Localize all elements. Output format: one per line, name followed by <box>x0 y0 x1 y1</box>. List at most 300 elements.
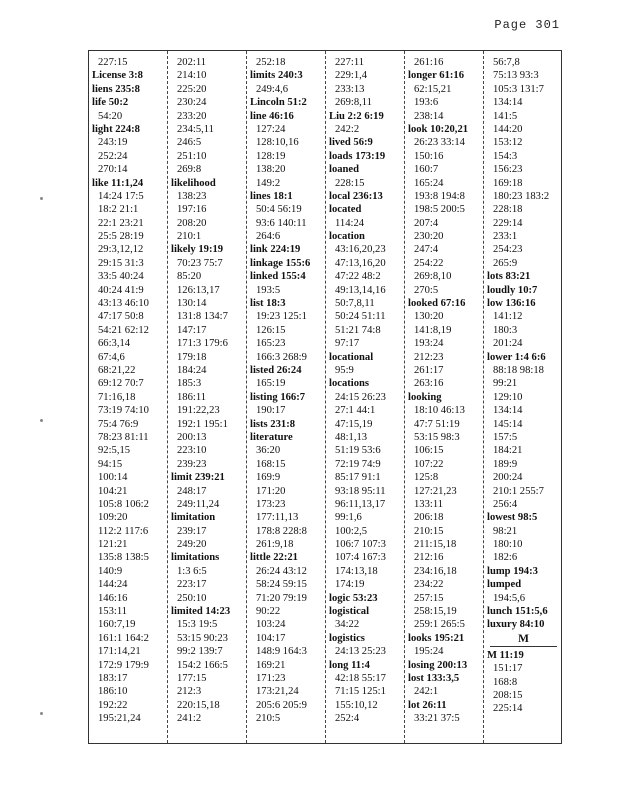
index-page-reference: 256:4 <box>493 498 518 510</box>
index-page-reference: 252:24 <box>98 150 128 162</box>
index-page-reference: 228:15 <box>335 177 365 189</box>
index-section-heading: M <box>490 632 557 647</box>
column-entries <box>405 51 483 726</box>
index-page-reference: 234:22 <box>414 579 444 591</box>
index-page-reference: 228:18 <box>493 204 523 216</box>
index-term-entry: License 3:8 <box>92 70 143 82</box>
index-page-reference: 75:4 76:9 <box>98 418 139 430</box>
index-page-reference: 99:1,6 <box>335 512 362 524</box>
index-page-reference: 239:23 <box>177 458 207 470</box>
index-page-reference: 104:21 <box>98 485 128 497</box>
index-page-reference: 193:6 <box>414 97 439 109</box>
index-term-entry: lines 18:1 <box>250 190 293 202</box>
index-term-entry: logic 53:23 <box>329 592 378 604</box>
index-page-reference: 193:24 <box>414 338 444 350</box>
index-term-entry: longer 61:16 <box>408 70 465 82</box>
index-page-reference: 34:22 <box>335 619 360 631</box>
index-page-reference: 243:19 <box>98 137 128 149</box>
column-entries <box>89 51 167 726</box>
index-page-reference: 182:6 <box>493 552 518 564</box>
index-page-reference: 180:23 183:2 <box>493 190 550 202</box>
index-page-reference: 195:24 <box>414 646 444 658</box>
index-page-reference: 155:10,12 <box>335 699 378 711</box>
index-page-reference: 177:11,13 <box>256 512 299 524</box>
column-entries <box>168 51 246 726</box>
index-page-reference: 210:15 <box>414 525 444 537</box>
index-page-reference: 261:17 <box>414 364 444 376</box>
index-page-reference: 169:9 <box>256 472 281 484</box>
index-page-reference: 186:11 <box>177 391 207 403</box>
index-page-reference: 50:24 51:11 <box>335 311 386 323</box>
index-term-entry: lots 83:21 <box>487 271 531 283</box>
index-page-reference: 208:15 <box>493 689 523 701</box>
index-term-entry: likely 19:19 <box>171 244 224 256</box>
index-page-reference: 145:14 <box>493 418 523 430</box>
index-page-reference: 100:14 <box>98 472 128 484</box>
index-page-reference: 25:5 28:19 <box>98 231 144 243</box>
index-page-reference: 165:19 <box>256 378 286 390</box>
index-page-reference: 193:8 194:8 <box>414 190 465 202</box>
index-page-reference: 125:8 <box>414 472 439 484</box>
index-term-entry: located <box>329 204 362 216</box>
index-page-reference: 144:24 <box>98 579 128 591</box>
index-page-reference: 177:15 <box>177 672 207 684</box>
index-page-reference: 85:20 <box>177 271 202 283</box>
index-term-entry: looked 67:16 <box>408 298 466 310</box>
index-page-reference: 26:23 33:14 <box>414 137 465 149</box>
index-page-reference: 130:14 <box>177 298 207 310</box>
index-page-reference: 114:24 <box>335 217 365 229</box>
index-page-reference: 49:13,14,16 <box>335 284 386 296</box>
index-page-reference: 211:15,18 <box>414 539 457 551</box>
index-column-6 <box>484 51 563 743</box>
index-page-reference: 179:18 <box>177 351 207 363</box>
index-page-reference: 242:2 <box>335 123 360 135</box>
index-page-reference: 15:3 19:5 <box>177 619 218 631</box>
index-page-reference: 147:17 <box>177 324 207 336</box>
index-page-reference: 153:12 <box>493 137 523 149</box>
index-page-reference: 225:14 <box>493 703 523 715</box>
index-page-reference: 88:18 98:18 <box>493 364 544 376</box>
index-page-reference: 189:9 <box>493 458 518 470</box>
index-page-reference: 161:1 164:2 <box>98 632 149 644</box>
index-page-reference: 261:16 <box>414 57 444 68</box>
index-page-reference: 128:19 <box>256 150 286 162</box>
column-entries <box>247 51 325 726</box>
index-term-entry: limitation <box>171 512 216 524</box>
index-page-reference: 36:20 <box>256 445 281 457</box>
index-page-reference: 165:23 <box>256 338 286 350</box>
index-page-reference: 71:20 79:19 <box>256 592 307 604</box>
index-page-reference: 99:21 <box>493 378 518 390</box>
index-page-reference: 192:1 195:1 <box>177 418 228 430</box>
index-page-reference: 223:10 <box>177 445 207 457</box>
index-page-reference: 194:5,6 <box>493 592 526 604</box>
index-page-reference: 50:4 56:19 <box>256 204 302 216</box>
index-page-reference: 251:10 <box>177 150 207 162</box>
index-page-reference: 254:22 <box>414 257 444 269</box>
index-page-reference: 178:8 228:8 <box>256 525 307 537</box>
index-term-entry: locations <box>329 378 370 390</box>
index-page-reference: 208:20 <box>177 217 207 229</box>
index-page-reference: 90:22 <box>256 606 281 618</box>
index-term-entry: limited 14:23 <box>171 606 231 618</box>
index-term-entry: locational <box>329 351 374 363</box>
index-page-reference: 212:3 <box>177 686 202 698</box>
index-page-reference: 47:17 50:8 <box>98 311 144 323</box>
index-page-reference: 173:21,24 <box>256 686 299 698</box>
index-term-entry: list 18:3 <box>250 298 286 310</box>
index-page-reference: 248:17 <box>177 485 207 497</box>
index-page-reference: 166:3 268:9 <box>256 351 307 363</box>
index-page-reference: 160:7,19 <box>98 619 136 631</box>
index-page-reference: 261:9,18 <box>256 539 294 551</box>
index-column-2 <box>168 51 247 743</box>
index-page-reference: 247:4 <box>414 244 439 256</box>
index-term-entry: limits 240:3 <box>250 70 303 82</box>
index-page-reference: 205:6 205:9 <box>256 699 307 711</box>
index-term-entry: local 236:13 <box>329 190 383 202</box>
index-page-reference: 192:22 <box>98 699 128 711</box>
index-page-reference: 99:2 139:7 <box>177 646 223 658</box>
index-page-reference: 241:2 <box>177 713 202 725</box>
index-page-reference: 239:17 <box>177 525 207 537</box>
index-term-entry: loaned <box>329 164 360 176</box>
index-page-reference: 138:23 <box>177 190 207 202</box>
index-page-reference: 210:5 <box>256 713 281 725</box>
index-page-reference: 47:13,16,20 <box>335 257 386 269</box>
index-term-entry: link 224:19 <box>250 244 301 256</box>
index-term-entry: listed 26:24 <box>250 364 302 376</box>
index-term-entry: Lincoln 51:2 <box>250 97 307 109</box>
index-page-reference: 154:2 166:5 <box>177 659 228 671</box>
index-page-reference: 234:5,11 <box>177 123 214 135</box>
index-term-entry: look 10:20,21 <box>408 123 469 135</box>
index-page-reference: 242:1 <box>414 686 439 698</box>
index-page-reference: 150:16 <box>414 150 444 162</box>
index-page-reference: 95:9 <box>335 364 354 376</box>
index-page-reference: 43:13 46:10 <box>98 298 149 310</box>
index-page-reference: 146:16 <box>98 592 128 604</box>
index-page-reference: 200:24 <box>493 472 523 484</box>
index-page-reference: 107:4 167:3 <box>335 552 386 564</box>
index-page-reference: 78:23 81:11 <box>98 431 149 443</box>
index-page-reference: 153:11 <box>98 606 128 618</box>
index-term-entry: lowest 98:5 <box>487 512 538 524</box>
index-page-reference: 103:24 <box>256 619 286 631</box>
index-page-reference: 195:21,24 <box>98 713 141 725</box>
index-term-entry: lists 231:8 <box>250 418 296 430</box>
index-term-entry: logistics <box>329 632 365 644</box>
index-page-reference: 131:8 134:7 <box>177 311 228 323</box>
index-page-reference: 171:23 <box>256 672 286 684</box>
column-entries <box>326 51 404 726</box>
index-page-reference: 141:5 <box>493 110 518 122</box>
index-page-reference: 18:2 21:1 <box>98 204 139 216</box>
index-page-reference: 151:17 <box>493 663 523 675</box>
index-page-reference: 206:18 <box>414 512 444 524</box>
index-page-reference: 212:23 <box>414 351 444 363</box>
index-page-reference: 220:15,18 <box>177 699 220 711</box>
index-page-reference: 229:14 <box>493 217 523 229</box>
index-page-reference: 172:9 179:9 <box>98 659 149 671</box>
index-page-reference: 50:7,8,11 <box>335 298 375 310</box>
index-page-reference: 257:15 <box>414 592 444 604</box>
index-page-reference: 250:10 <box>177 592 207 604</box>
index-page-reference: 238:14 <box>414 110 444 122</box>
scan-punch-mark <box>40 712 43 715</box>
index-page-reference: 130:20 <box>414 311 444 323</box>
index-page-reference: 58:24 59:15 <box>256 579 307 591</box>
index-page-reference: 148:9 164:3 <box>256 646 307 658</box>
index-page-reference: 24:15 26:23 <box>335 391 386 403</box>
index-page-reference: 107:22 <box>414 458 444 470</box>
index-page-reference: 29:3,12,12 <box>98 244 144 256</box>
index-page-reference: 140:9 <box>98 565 123 577</box>
index-page-reference: 191:22,23 <box>177 405 220 417</box>
index-page-reference: 270:5 <box>414 284 439 296</box>
index-page-reference: 154:3 <box>493 150 518 162</box>
index-term-entry: loudly 10:7 <box>487 284 538 296</box>
index-page-reference: 105:8 106:2 <box>98 498 149 510</box>
index-page-reference: 180:3 <box>493 324 518 336</box>
index-column-4 <box>326 51 405 743</box>
index-page-reference: 207:4 <box>414 217 439 229</box>
index-page-reference: 230:24 <box>177 97 207 109</box>
index-page-reference: 26:24 43:12 <box>256 565 307 577</box>
index-page-reference: 214:10 <box>177 70 207 82</box>
index-column-3 <box>247 51 326 743</box>
index-table <box>88 50 562 744</box>
index-page-reference: 27:1 44:1 <box>335 405 376 417</box>
index-page-reference: 165:24 <box>414 177 444 189</box>
index-page-reference: 173:23 <box>256 498 286 510</box>
index-page-reference: 105:3 131:7 <box>493 83 544 95</box>
index-page-reference: 184:24 <box>177 364 207 376</box>
index-page-reference: 185:3 <box>177 378 202 390</box>
index-term-entry: Liu 2:2 6:19 <box>329 110 384 122</box>
index-term-entry: lunch 151:5,6 <box>487 606 548 618</box>
index-page-reference: 106:7 107:3 <box>335 539 386 551</box>
index-term-entry: linkage 155:6 <box>250 257 311 269</box>
index-term-entry: limitations <box>171 552 220 564</box>
index-page-reference: 22:1 23:21 <box>98 217 144 229</box>
index-page-reference: 229:1,4 <box>335 70 368 82</box>
index-page-reference: 19:23 125:1 <box>256 311 307 323</box>
index-page-reference: 100:2,5 <box>335 525 368 537</box>
index-page-reference: 109:20 <box>98 512 128 524</box>
index-term-entry: lump 194:3 <box>487 565 538 577</box>
index-page-reference: 233:20 <box>177 110 207 122</box>
index-page-reference: 54:21 62:12 <box>98 324 149 336</box>
index-page-reference: 225:20 <box>177 83 207 95</box>
index-page-reference: 202:11 <box>177 57 207 68</box>
index-page-reference: 53:15 98:3 <box>414 431 460 443</box>
index-page-reference: 40:24 41:9 <box>98 284 144 296</box>
index-page-reference: 198:5 200:5 <box>414 204 465 216</box>
index-page-reference: 98:21 <box>493 525 518 537</box>
index-page-reference: 183:17 <box>98 672 128 684</box>
index-page-reference: 168:15 <box>256 458 286 470</box>
index-page-reference: 138:20 <box>256 164 286 176</box>
index-page-reference: 54:20 <box>98 110 123 122</box>
index-page-reference: 56:7,8 <box>493 57 520 68</box>
index-page-reference: 70:23 75:7 <box>177 257 223 269</box>
index-term-entry: linked 155:4 <box>250 271 306 283</box>
index-page-reference: 263:16 <box>414 378 444 390</box>
scan-punch-mark <box>40 197 43 200</box>
index-page-reference: 230:20 <box>414 231 444 243</box>
index-page-reference: 48:1,13 <box>335 431 368 443</box>
index-page-reference: 24:13 25:23 <box>335 646 386 658</box>
index-term-entry: limit 239:21 <box>171 472 225 484</box>
index-term-entry: lived 56:9 <box>329 137 373 149</box>
index-term-entry: literature <box>250 431 293 443</box>
index-page-reference: 156:23 <box>493 164 523 176</box>
index-page-reference: 174:19 <box>335 579 365 591</box>
index-term-entry: looking <box>408 391 442 403</box>
index-page-reference: 249:20 <box>177 539 207 551</box>
index-page-reference: 171:14,21 <box>98 646 141 658</box>
index-page-reference: 85:17 91:1 <box>335 472 381 484</box>
index-page-reference: 129:10 <box>493 391 523 403</box>
index-page-reference: 168:8 <box>493 676 518 688</box>
index-term-entry: location <box>329 231 365 243</box>
index-term-entry: liens 235:8 <box>92 83 140 95</box>
index-page-reference: 42:18 55:17 <box>335 672 386 684</box>
index-page-reference: 252:4 <box>335 713 360 725</box>
index-page-reference: 134:14 <box>493 97 523 109</box>
index-page-reference: 68:21,22 <box>98 364 136 376</box>
index-page-reference: 249:4,6 <box>256 83 289 95</box>
index-page-reference: 174:13,18 <box>335 565 378 577</box>
index-page-reference: 96:11,13,17 <box>335 498 386 510</box>
index-page-reference: 127:21,23 <box>414 485 457 497</box>
index-page-reference: 18:10 46:13 <box>414 405 465 417</box>
index-page-reference: 252:18 <box>256 57 286 68</box>
index-page-reference: 258:15,19 <box>414 606 457 618</box>
index-page-reference: 201:24 <box>493 338 523 350</box>
index-page-reference: 186:10 <box>98 686 128 698</box>
index-page-reference: 72:19 74:9 <box>335 458 381 470</box>
index-term-entry: looks 195:21 <box>408 632 465 644</box>
index-page-reference: 135:8 138:5 <box>98 552 149 564</box>
index-term-entry: low 136:16 <box>487 298 536 310</box>
index-page-reference: 141:12 <box>493 311 523 323</box>
index-page-reference: 94:15 <box>98 458 123 470</box>
index-term-entry: lower 1:4 6:6 <box>487 351 546 363</box>
index-term-entry: lumped <box>487 579 522 591</box>
index-page-reference: 33:21 37:5 <box>414 713 460 725</box>
index-page-reference: 47:7 51:19 <box>414 418 460 430</box>
index-page-reference: 227:15 <box>98 57 128 68</box>
index-page-reference: 210:1 <box>177 231 202 243</box>
index-term-entry: losing 200:13 <box>408 659 468 671</box>
index-page-reference: 144:20 <box>493 123 523 135</box>
index-page-reference: 254:23 <box>493 244 523 256</box>
index-page-reference: 104:17 <box>256 632 286 644</box>
index-page-reference: 169:18 <box>493 177 523 189</box>
index-page-reference: 134:14 <box>493 405 523 417</box>
index-page-reference: 93:18 95:11 <box>335 485 386 497</box>
index-page-reference: 121:21 <box>98 539 128 551</box>
index-page-reference: 171:3 179:6 <box>177 338 228 350</box>
index-page-reference: 128:10,16 <box>256 137 299 149</box>
index-term-entry: lost 133:3,5 <box>408 672 460 684</box>
index-page-reference: 126:15 <box>256 324 286 336</box>
index-page-reference: 1:3 6:5 <box>177 565 207 577</box>
index-term-entry: life 50:2 <box>92 97 129 109</box>
index-page-reference: 75:13 93:3 <box>493 70 539 82</box>
index-page-reference: 47:22 48:2 <box>335 271 381 283</box>
column-entries <box>484 51 563 716</box>
index-page-reference: 93:6 140:11 <box>256 217 307 229</box>
index-column-1 <box>89 51 168 743</box>
index-column-5 <box>405 51 484 743</box>
index-term-entry: logistical <box>329 606 370 618</box>
index-term-entry: light 224:8 <box>92 123 140 135</box>
index-page-reference: 66:3,14 <box>98 338 131 350</box>
index-page-reference: 210:1 255:7 <box>493 485 544 497</box>
index-page-reference: 193:5 <box>256 284 281 296</box>
index-page-reference: 160:7 <box>414 164 439 176</box>
index-page-reference: 141:8,19 <box>414 324 452 336</box>
index-term-entry: little 22:21 <box>250 552 298 564</box>
index-page-reference: 180:10 <box>493 539 523 551</box>
index-page-reference: 51:21 74:8 <box>335 324 381 336</box>
index-page-reference: 47:15,19 <box>335 418 373 430</box>
index-page-reference: 197:16 <box>177 204 207 216</box>
index-page-reference: 265:9 <box>493 257 518 269</box>
index-page-reference: 43:16,20,23 <box>335 244 386 256</box>
page-number-label: Page 301 <box>494 18 560 32</box>
index-page-reference: 149:2 <box>256 177 281 189</box>
index-page-reference: 127:24 <box>256 123 286 135</box>
index-term-entry: long 11:4 <box>329 659 370 671</box>
index-page-reference: 270:14 <box>98 164 128 176</box>
index-page-reference: 126:13,17 <box>177 284 220 296</box>
index-page-reference: 246:5 <box>177 137 202 149</box>
index-page-reference: 53:15 90:23 <box>177 632 228 644</box>
index-page-reference: 227:11 <box>335 57 365 68</box>
index-page-reference: 223:17 <box>177 579 207 591</box>
index-page-reference: 67:4,6 <box>98 351 125 363</box>
index-page-reference: 112:2 117:6 <box>98 525 149 537</box>
index-page-reference: 14:24 17:5 <box>98 190 144 202</box>
index-term-entry: lot 26:11 <box>408 699 447 711</box>
index-page-reference: 29:15 31:3 <box>98 257 144 269</box>
index-page-reference: 269:8,11 <box>335 97 372 109</box>
index-page-reference: 33:5 40:24 <box>98 271 144 283</box>
index-page-reference: 62:15,21 <box>414 83 452 95</box>
index-page-reference: 69:12 70:7 <box>98 378 144 390</box>
index-page-reference: 233:1 <box>493 231 518 243</box>
index-page-reference: 71:15 125:1 <box>335 686 386 698</box>
index-term-entry: likelihood <box>171 177 216 189</box>
index-page-reference: 259:1 265:5 <box>414 619 465 631</box>
index-term-entry: loads 173:19 <box>329 150 386 162</box>
index-page-reference: 212:16 <box>414 552 444 564</box>
index-term-entry: M 11:19 <box>487 649 524 661</box>
index-page-reference: 200:13 <box>177 431 207 443</box>
index-page-reference: 184:21 <box>493 445 523 457</box>
index-page-reference: 92:5,15 <box>98 445 131 457</box>
index-page-reference: 190:17 <box>256 405 286 417</box>
index-page-reference: 171:20 <box>256 485 286 497</box>
index-page-reference: 269:8,10 <box>414 271 452 283</box>
index-page-reference: 269:8 <box>177 164 202 176</box>
index-page-reference: 71:16,18 <box>98 391 136 403</box>
